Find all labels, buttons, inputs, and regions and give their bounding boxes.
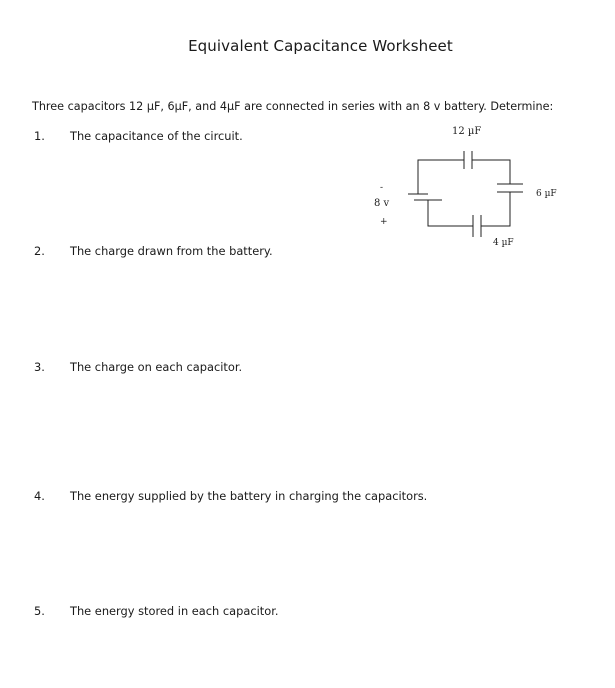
question-number: 5. (34, 604, 45, 618)
capacitor-12uf (418, 151, 510, 194)
page-title: Equivalent Capacitance Worksheet (188, 37, 453, 55)
battery-voltage-label: 8 v (374, 198, 390, 209)
question-number: 2. (34, 244, 45, 258)
question-text: The energy stored in each capacitor. (70, 604, 279, 618)
question-number: 3. (34, 360, 45, 374)
question-text: The capacitance of the circuit. (70, 129, 243, 143)
question-number: 4. (34, 489, 45, 503)
question-text: The energy supplied by the battery in charging the capacitors. (70, 489, 428, 503)
battery-minus-sign: - (380, 183, 384, 193)
battery (408, 194, 442, 200)
problem-statement: Three capacitors 12 µF, 6µF, and 4µF are connected in series with an 8 v battery. Determine: (32, 100, 554, 113)
capacitor-4uf (428, 200, 481, 237)
question-number: 1. (34, 129, 45, 143)
cap-12uf-label: 12 µF (452, 126, 482, 137)
capacitor-6uf (481, 184, 523, 226)
cap-4uf-label: 4 µF (493, 238, 514, 248)
cap-6uf-label: 6 µF (536, 189, 557, 199)
question-text: The charge on each capacitor. (70, 360, 243, 374)
battery-plus-sign: + (380, 217, 388, 227)
question-text: The charge drawn from the battery. (70, 244, 273, 258)
circuit-diagram (360, 118, 600, 253)
